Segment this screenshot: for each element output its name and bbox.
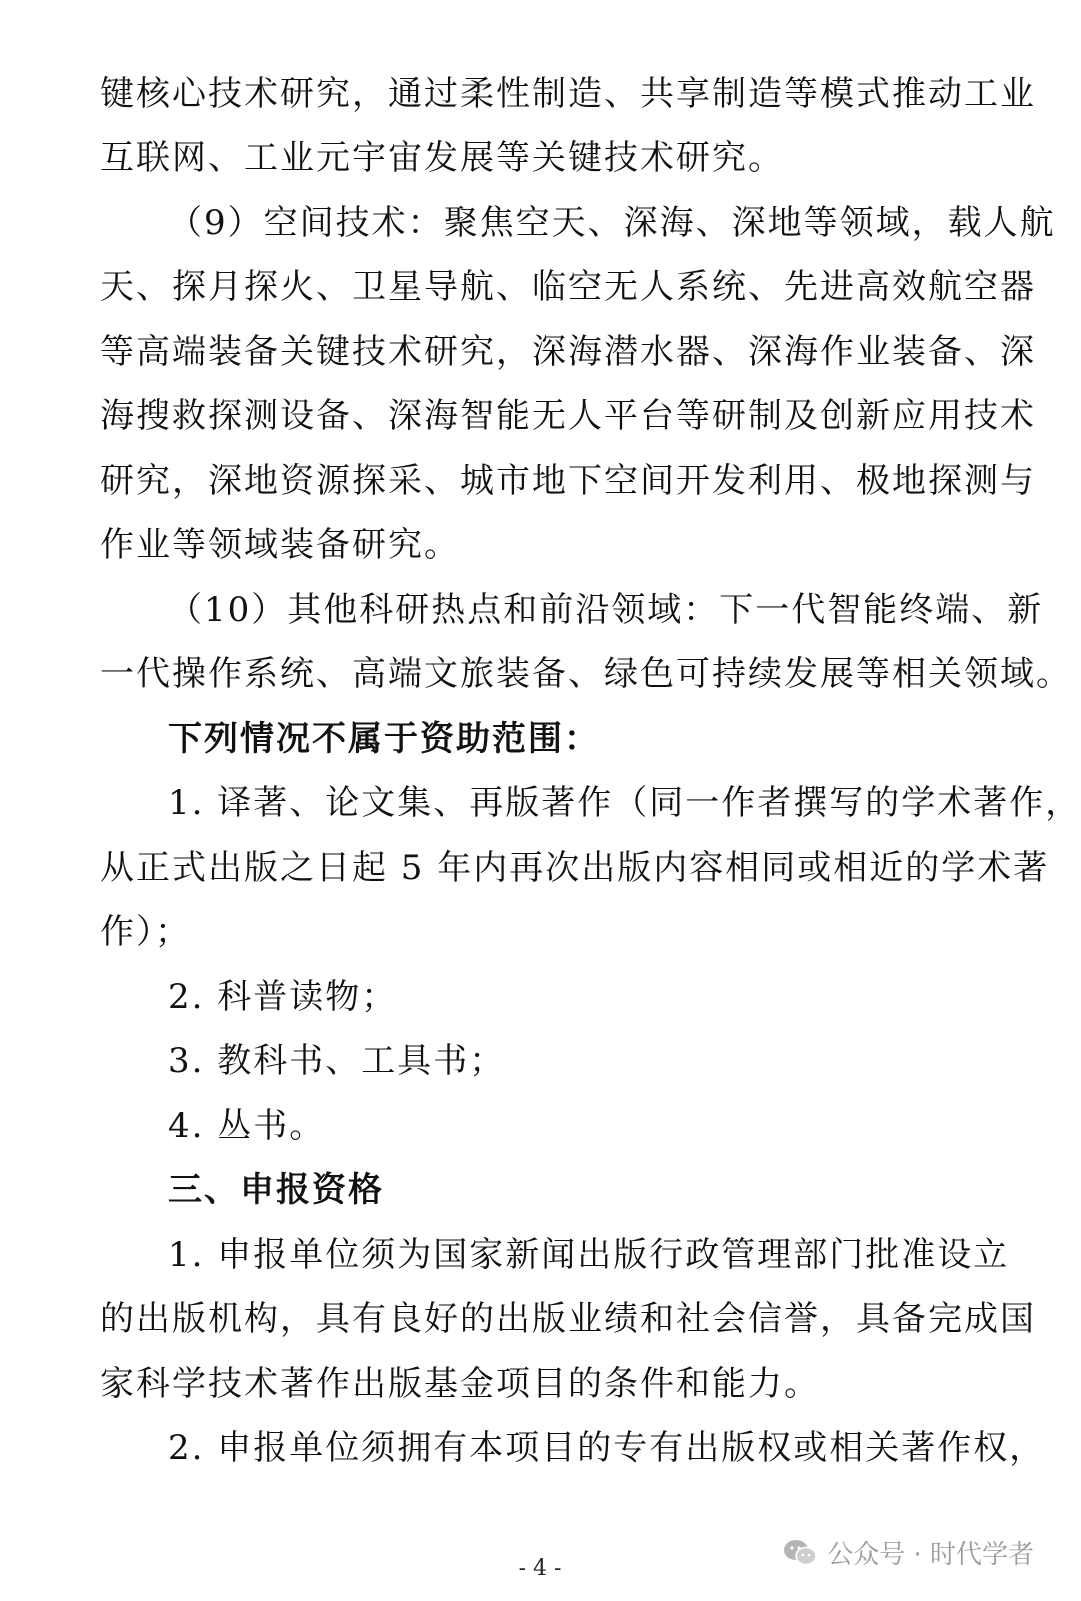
list-item: 4. 丛书。 [168, 1106, 326, 1146]
text-line: 1. 译著、论文集、再版著作（同一作者撰写的学术著作， [168, 783, 1081, 823]
text-line: 海搜救探测设备、深海智能无人平台等研制及创新应用技术 [100, 396, 1036, 436]
text-line: （9）空间技术：聚焦空天、深海、深地等领域，载人航 [168, 203, 1056, 243]
text-line: 2. 申报单位须拥有本项目的专有出版权或相关著作权， [168, 1428, 1046, 1468]
list-item: 3. 教科书、工具书； [168, 1041, 506, 1081]
page-number: - 4 - [518, 1556, 562, 1581]
text-line: 互联网、工业元宇宙发展等关键技术研究。 [100, 138, 784, 178]
section-heading: 三、申报资格 [168, 1170, 384, 1210]
text-line: 的出版机构，具有良好的出版业绩和社会信誉，具备完成国 [100, 1299, 1036, 1339]
section-heading: 下列情况不属于资助范围： [168, 719, 600, 759]
text-line: 研究，深地资源探采、城市地下空间开发利用、极地探测与 [100, 461, 1036, 501]
text-line: 天、探月探火、卫星导航、临空无人系统、先进高效航空器 [100, 267, 1036, 307]
text-line: 家科学技术著作出版基金项目的条件和能力。 [100, 1364, 820, 1404]
text-line: 作业等领域装备研究。 [100, 525, 460, 565]
list-item: 2. 科普读物； [168, 977, 398, 1017]
watermark-text: 公众号 · 时代学者 [827, 1540, 1034, 1570]
text-line: 作）； [100, 912, 191, 952]
text-line: 键核心技术研究，通过柔性制造、共享制造等模式推动工业 [100, 74, 1036, 114]
text-line: 等高端装备关键技术研究，深海潜水器、深海作业装备、深 [100, 332, 1036, 372]
text-line: 一代操作系统、高端文旅装备、绿色可持续发展等相关领域。 [100, 654, 1072, 694]
text-line: （10）其他科研热点和前沿领域：下一代智能终端、新 [168, 590, 1044, 630]
text-line: 从正式出版之日起 5 年内再次出版内容相同或相近的学术著 [100, 848, 1050, 888]
text-line: 1. 申报单位须为国家新闻出版行政管理部门批准设立 [168, 1235, 1010, 1275]
